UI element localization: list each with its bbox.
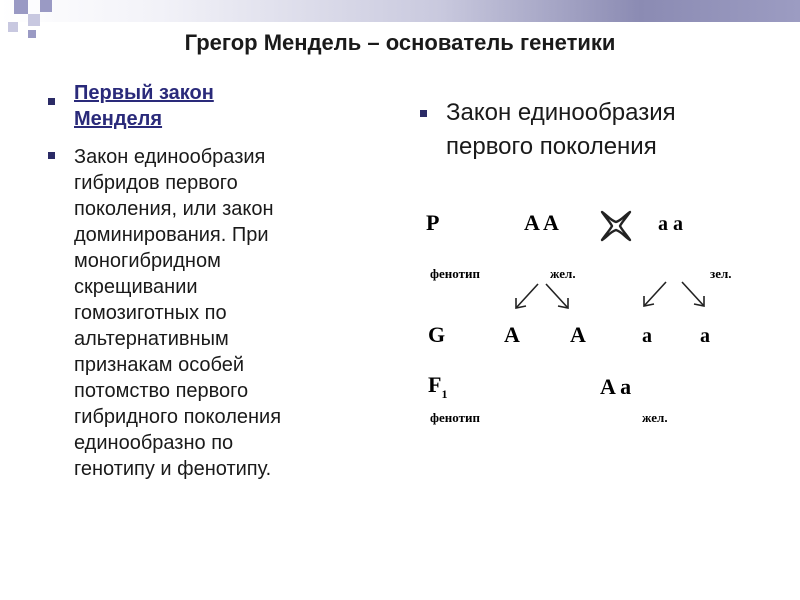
g-gametes-label: G	[428, 322, 446, 347]
corner-square-decoration	[28, 14, 40, 26]
description-line: гибридного поколения	[74, 406, 282, 428]
arrow-down-left-icon	[644, 282, 666, 306]
description-line: потомство первого	[74, 380, 249, 402]
law-title-line: Первый закон	[74, 82, 214, 104]
f1-generation-label	[428, 372, 447, 401]
f1-label-subscript: 1	[441, 387, 448, 401]
parent2-genotype: a a	[658, 213, 683, 235]
parent1-genotype: A A	[524, 210, 559, 235]
bullet-square-icon	[48, 152, 55, 159]
f1-label-letter: F	[428, 372, 442, 397]
gamete: A	[570, 322, 586, 347]
description-line: поколения, или закон	[74, 198, 274, 220]
offspring-genotype: A a	[600, 374, 632, 399]
law-description	[74, 144, 364, 482]
right-heading-line: Закон единообразия	[446, 99, 676, 126]
description-line: единообразно по	[74, 432, 234, 454]
arrow-down-right-icon	[682, 282, 704, 306]
slide-title: Грегор Мендель – основатель генетики	[184, 30, 616, 55]
law-title-line: Менделя	[74, 108, 163, 130]
right-heading	[446, 96, 766, 164]
offspring-phenotype: жел.	[642, 410, 668, 425]
crossing-scheme	[420, 196, 760, 456]
parent2-phenotype: зел.	[710, 266, 732, 281]
law-title[interactable]	[74, 80, 214, 132]
description-line: генотипу и фенотипу.	[74, 458, 272, 480]
offspring-phenotype-label: фенотип	[430, 410, 480, 425]
right-heading-line: первого поколения	[446, 133, 657, 160]
description-line: Закон единообразия	[74, 146, 266, 168]
corner-square-decoration	[40, 0, 52, 12]
description-line: гомозиготных по	[74, 302, 227, 324]
crossing-scheme-svg	[420, 196, 760, 456]
corner-square-decoration	[14, 0, 28, 14]
phenotype-label: фенотип	[430, 266, 480, 281]
description-line: гибридов первого	[74, 172, 238, 194]
p-generation-label: P	[426, 210, 440, 235]
gamete: A	[504, 322, 520, 347]
description-line: доминирования. При	[74, 224, 269, 246]
header-gradient-band	[0, 0, 800, 22]
arrow-icons	[516, 282, 704, 308]
description-line: признакам особей	[74, 354, 245, 376]
cross-icon	[602, 212, 630, 240]
description-line: скрещивании	[74, 276, 198, 298]
parent1-phenotype: жел.	[550, 266, 576, 281]
arrow-down-right-icon	[546, 284, 568, 308]
arrow-down-left-icon	[516, 284, 538, 308]
gamete: a	[642, 325, 652, 347]
bullet-square-icon	[48, 98, 55, 105]
bullet-square-icon	[420, 110, 427, 117]
gamete: a	[700, 325, 710, 347]
description-line: альтернативным	[74, 328, 229, 350]
description-line: моногибридном	[74, 250, 221, 272]
